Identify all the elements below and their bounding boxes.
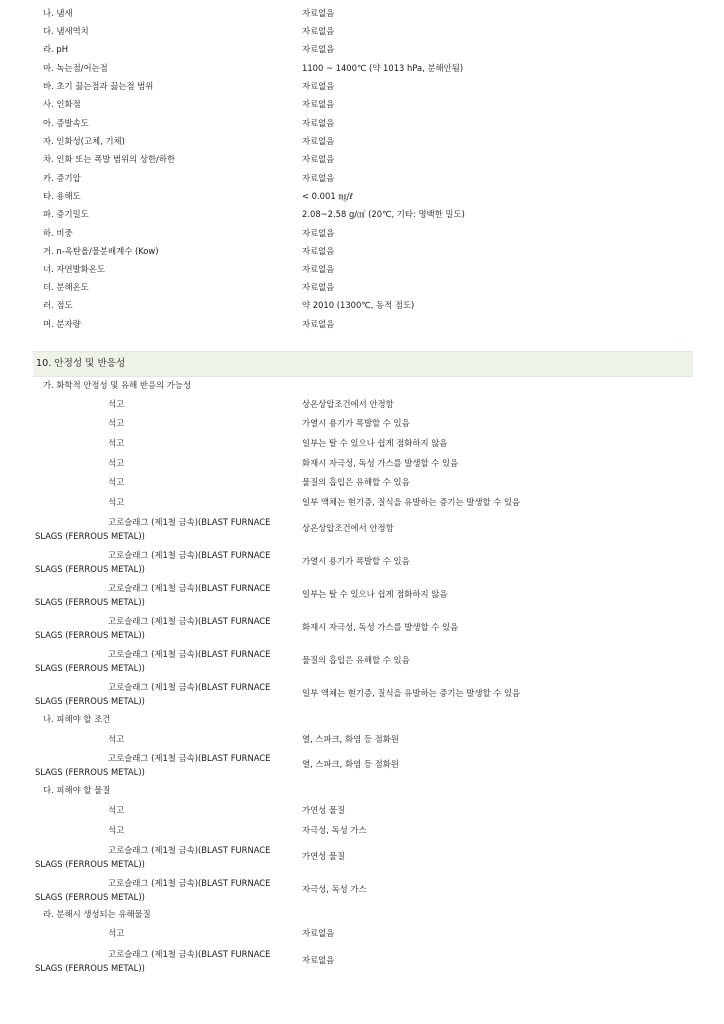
substance-name: 석고	[108, 497, 125, 507]
item-value: 가열시 용기가 폭발할 수 있음	[302, 556, 410, 566]
substance-name: 고로슬래그 (제1철 금속)(BLAST FURNACE SLAGS (FERROUS METAL))	[35, 753, 271, 777]
item-value: 물질의 흡입은 유해할 수 있음	[302, 477, 410, 487]
property-value: 1100 ~ 1400℃ (약 1013 hPa, 분해안됨)	[302, 63, 464, 73]
item-value: 화재시 자극성, 독성 가스를 발생할 수 있음	[302, 622, 459, 632]
item-value: 물질의 흡입은 유해할 수 있음	[302, 655, 410, 665]
substance-name: 석고	[108, 825, 125, 835]
property-label: 다. 냄새역치	[43, 26, 89, 36]
property-value: 자료없음	[302, 154, 335, 164]
substance-name: 석고	[108, 438, 125, 448]
property-value: 자료없음	[302, 26, 335, 36]
item-value: 자극성, 독성 가스	[302, 884, 367, 894]
property-value: 자료없음	[302, 136, 335, 146]
subsection-title: 가. 화학적 안정성 및 유해 반응의 가능성	[43, 380, 192, 390]
item-value: 가열시 용기가 폭발할 수 있음	[302, 418, 410, 428]
property-label: 너. 자연발화온도	[43, 264, 105, 274]
item-value: 열, 스파크, 화염 등 점화원	[302, 734, 399, 744]
substance-name: 석고	[108, 477, 125, 487]
substance-name: 석고	[108, 928, 125, 938]
substance-name: 고로슬래그 (제1철 금속)(BLAST FURNACE SLAGS (FERROUS METAL))	[35, 682, 271, 706]
item-value: 일부 액체는 현기증, 질식을 유발하는 증기는 발생할 수 있음	[302, 688, 521, 698]
property-value: < 0.001 ㎎/ℓ	[302, 191, 353, 201]
property-label: 머. 분자량	[43, 319, 81, 329]
substance-name: 고로슬래그 (제1철 금속)(BLAST FURNACE SLAGS (FERROUS METAL))	[35, 845, 271, 869]
item-value: 가연성 물질	[302, 851, 346, 861]
substance-name: 석고	[108, 399, 125, 409]
substance-name: 고로슬래그 (제1철 금속)(BLAST FURNACE SLAGS (FERROUS METAL))	[35, 878, 271, 902]
substance-name: 석고	[108, 805, 125, 815]
property-value: 자료없음	[302, 228, 335, 238]
property-value: 약 2010 (1300℃, 동적 점도)	[302, 300, 415, 310]
substance-name: 고로슬래그 (제1철 금속)(BLAST FURNACE SLAGS (FERROUS METAL))	[35, 583, 271, 607]
item-value: 화재시 자극성, 독성 가스를 발생할 수 있음	[302, 458, 459, 468]
property-label: 라. pH	[43, 44, 69, 54]
property-label: 타. 용해도	[43, 191, 81, 201]
substance-name: 고로슬래그 (제1철 금속)(BLAST FURNACE SLAGS (FERROUS METAL))	[35, 649, 271, 673]
item-value: 상온상압조건에서 안정함	[302, 523, 394, 533]
subsection-title: 라. 분해시 생성되는 유해물질	[43, 909, 151, 919]
property-label: 거. n-옥탄올/물분배계수 (Kow)	[43, 246, 159, 256]
item-value: 자극성, 독성 가스	[302, 825, 367, 835]
subsection-title: 다. 피해야 할 물질	[43, 785, 111, 795]
property-value: 자료없음	[302, 173, 335, 183]
item-value: 가연성 물질	[302, 805, 346, 815]
property-value: 자료없음	[302, 99, 335, 109]
item-value: 일부는 탈 수 있으나 쉽게 점화하지 않음	[302, 438, 448, 448]
substance-name: 고로슬래그 (제1철 금속)(BLAST FURNACE SLAGS (FERROUS METAL))	[35, 949, 271, 973]
property-label: 자. 인화성(고체, 기체)	[43, 136, 125, 146]
section-title: 10. 안정성 및 반응성	[36, 358, 126, 369]
substance-name: 석고	[108, 458, 125, 468]
substance-name: 고로슬래그 (제1철 금속)(BLAST FURNACE SLAGS (FERROUS METAL))	[35, 550, 271, 574]
property-value: 2.08~2.58 g/㎤ (20℃, 기타: 명백한 밀도)	[302, 209, 465, 219]
property-value: 자료없음	[302, 246, 335, 256]
section-header	[33, 351, 693, 377]
item-value: 열, 스파크, 화염 등 점화원	[302, 759, 399, 769]
property-value: 자료없음	[302, 282, 335, 292]
item-value: 상온상압조건에서 안정함	[302, 399, 394, 409]
property-value: 자료없음	[302, 264, 335, 274]
property-label: 바. 초기 끓는점과 끓는점 범위	[43, 81, 154, 91]
item-value: 일부는 탈 수 있으나 쉽게 점화하지 않음	[302, 589, 448, 599]
property-label: 카. 증기압	[43, 173, 81, 183]
property-label: 러. 점도	[43, 300, 73, 310]
subsection-title: 나. 피해야 할 조건	[43, 714, 111, 724]
property-label: 하. 비중	[43, 228, 73, 238]
property-label: 파. 증기밀도	[43, 209, 89, 219]
property-label: 차. 인화 또는 폭발 범위의 상한/하한	[43, 154, 176, 164]
property-label: 나. 냄새	[43, 8, 73, 18]
substance-name: 고로슬래그 (제1철 금속)(BLAST FURNACE SLAGS (FERROUS METAL))	[35, 616, 271, 640]
property-value: 자료없음	[302, 44, 335, 54]
substance-name: 고로슬래그 (제1철 금속)(BLAST FURNACE SLAGS (FERROUS METAL))	[35, 517, 271, 541]
property-value: 자료없음	[302, 118, 335, 128]
property-value: 자료없음	[302, 81, 335, 91]
item-value: 자료없음	[302, 928, 335, 938]
item-value: 자료없음	[302, 955, 335, 965]
property-value: 자료없음	[302, 8, 335, 18]
property-label: 아. 증발속도	[43, 118, 89, 128]
substance-name: 석고	[108, 734, 125, 744]
property-value: 자료없음	[302, 319, 335, 329]
property-label: 마. 녹는점/어는점	[43, 63, 108, 73]
property-label: 더. 분해온도	[43, 282, 89, 292]
substance-name: 석고	[108, 418, 125, 428]
property-label: 사. 인화점	[43, 99, 81, 109]
item-value: 일부 액체는 현기증, 질식을 유발하는 증기는 발생할 수 있음	[302, 497, 521, 507]
